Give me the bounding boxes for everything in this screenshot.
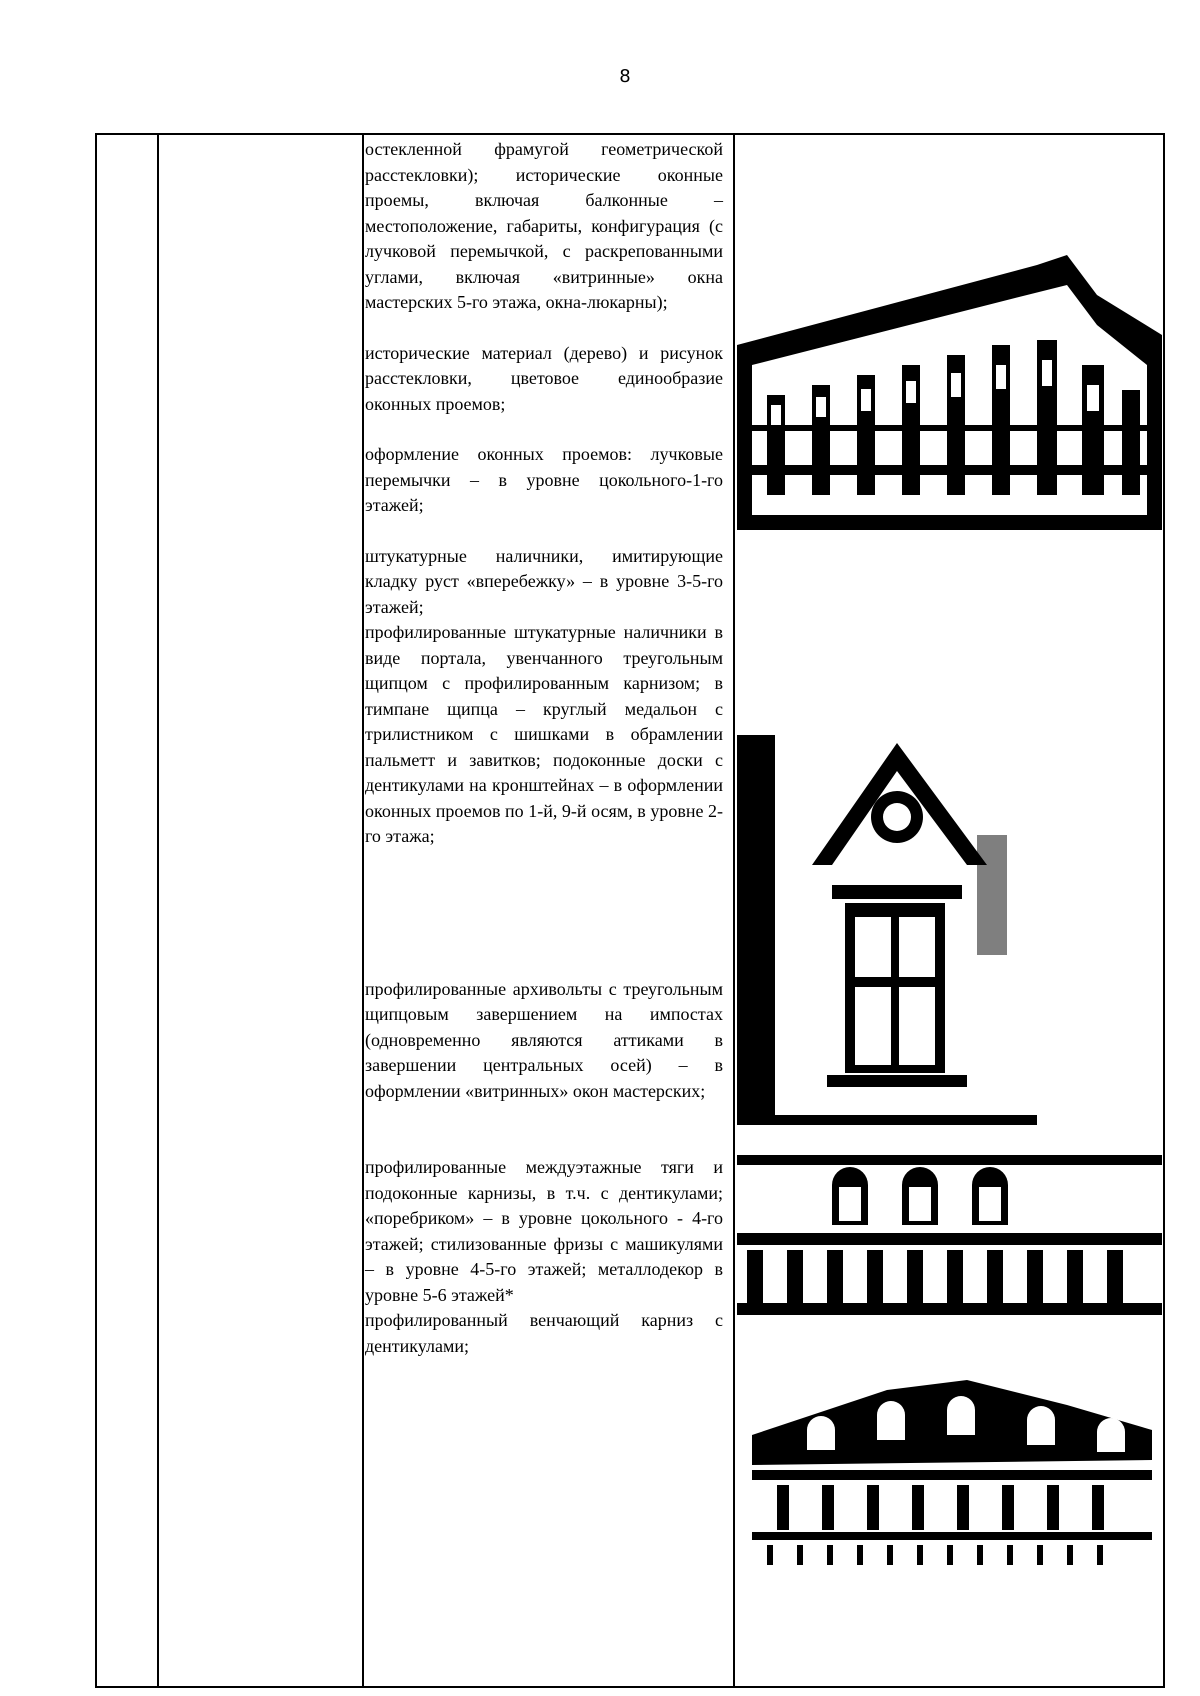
paragraph-portal: профилированные штукатурные наличники в виде портала, увенчанного треугольным щипцом с профилированным карнизом; в тимпане щипца – круглый медальон с трилистником с шишками в обрамлении пальметт и завитков; подоконные доски с дентикулами на кронштейнах – в оформлении оконных проемов по 1-й, 9-й осям, в уровне 2-го этажа; (365, 622, 723, 846)
facade-corner-photo (737, 225, 1162, 530)
paragraph-archivolts: профилированные архивольты с треугольным щипцовым завершением на импостах (одновременно являются аттиками в завершении центральных осей) – в оформлении «витринных» окон мастерских; (365, 978, 723, 1101)
page-number: 8 (619, 66, 631, 87)
column-divider-3 (733, 135, 735, 1686)
paragraph-lintels: оформление оконных проемов: лучковые перемычки – в уровне цокольного-1-го этажей; (365, 444, 723, 515)
heritage-table (95, 133, 1165, 1688)
paragraph-material: исторические материал (дерево) и рисунок расстекловки, цветовое единообразие оконных проемов; (365, 342, 723, 414)
paragraph-rustication: штукатурные наличники, имитирующие кладку руст «вперебежку» – в уровне 3-5-го этажей; (365, 545, 723, 617)
description-column (365, 137, 723, 1359)
window-portal-photo (737, 735, 1037, 1165)
paragraph-crowning-cornice: профилированный венчающий карниз с дентикулами; (365, 1310, 723, 1356)
column-divider-1 (157, 135, 159, 1686)
paragraph-windows: остекленной фрамугой геометрической расстекловки); исторические оконные проемы, включая балконные – местоположение, габариты, конфигурация (с лучковой перемычкой, с раскрепованными углами, включая «витринные» окна мастерских 5-го этажа, окна-люкарны); (365, 139, 723, 312)
corner-upper-floors-photo (737, 1360, 1162, 1565)
column-divider-2 (362, 135, 364, 1686)
attic-windows-photo (737, 1125, 1162, 1315)
paragraph-cornices: профилированные междуэтажные тяги и подоконные карнизы, в т.ч. с дентикулами; «поребриком» – в уровне цокольного - 4-го этажей; стилизованные фризы с машикулями – в уровне 4-5-го этажей; металлодекор в уровне 5-6 этажей* (365, 1157, 723, 1305)
